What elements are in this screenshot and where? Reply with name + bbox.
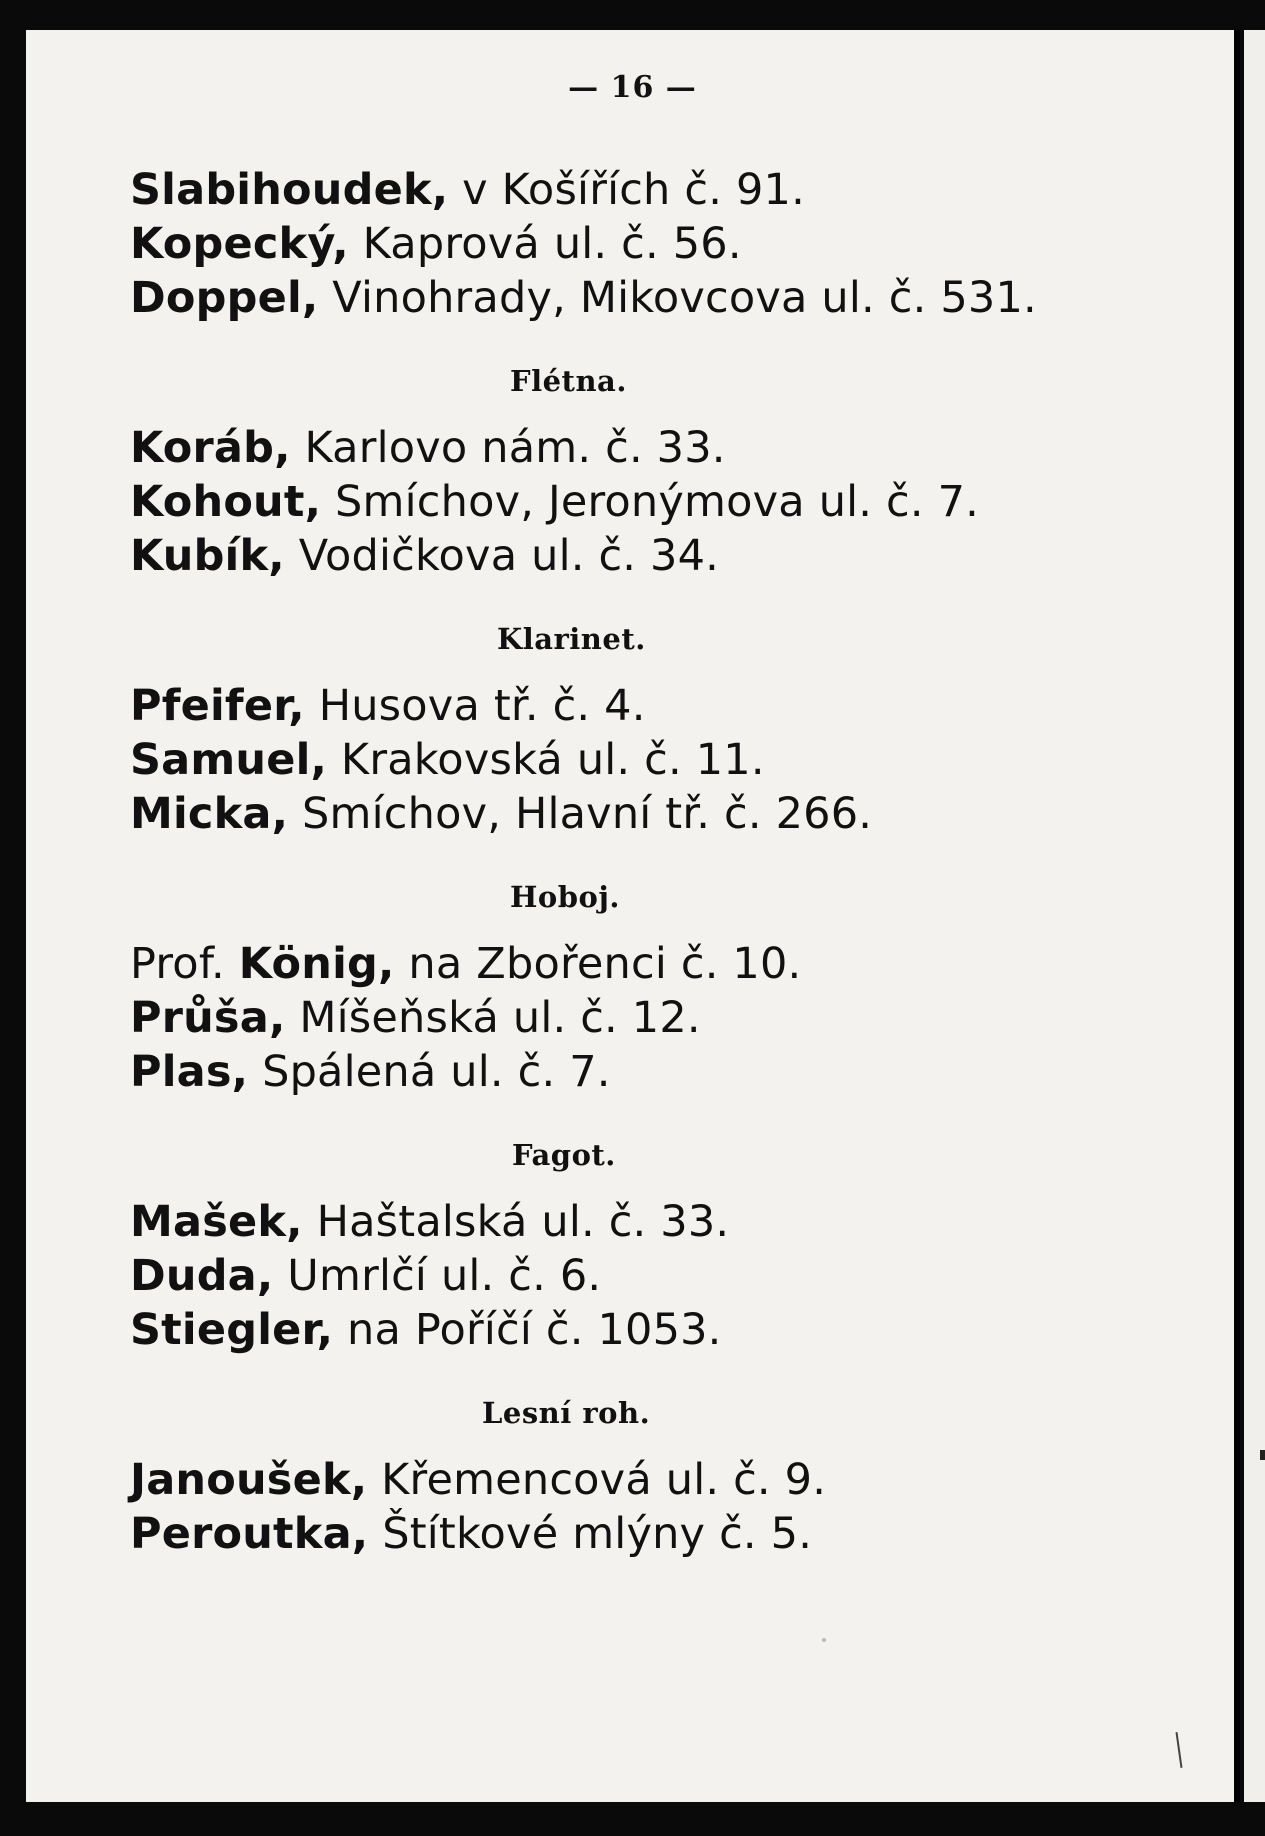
list-item	[130, 1303, 1130, 1357]
entry-address: Umrlčí ul. č. 6.	[273, 1251, 602, 1301]
edge-mark	[1260, 1450, 1265, 1460]
section-heading: Lesní roh.	[482, 1396, 651, 1430]
section-klarinet	[130, 583, 1130, 841]
page-number: — 16 —	[568, 70, 697, 105]
entry-address: Spálená ul. č. 7.	[248, 1047, 611, 1097]
list-item	[130, 1249, 1130, 1303]
entry-name: Koráb,	[130, 423, 291, 473]
section-heading: Flétna.	[510, 364, 627, 398]
list-item	[130, 1453, 1130, 1507]
list-item	[130, 937, 1130, 991]
entry-address: Kaprová ul. č. 56.	[348, 219, 742, 269]
entry-name: Kopecký,	[130, 219, 349, 269]
paper-speck	[822, 1638, 826, 1642]
entry-address: Smíchov, Jeronýmova ul. č. 7.	[321, 477, 980, 527]
entry-title-prefix: Prof.	[130, 939, 239, 989]
entry-name: König,	[238, 939, 395, 989]
entry-name: Peroutka,	[130, 1509, 369, 1559]
list-item	[130, 163, 1130, 217]
entry-address: Štítkové mlýny č. 5.	[368, 1509, 813, 1559]
entry-address: Vodičkova ul. č. 34.	[284, 531, 720, 581]
entry-name: Doppel,	[130, 273, 319, 323]
entry-name: Plas,	[130, 1047, 249, 1097]
page-edge-shadow	[1234, 30, 1240, 1802]
instrument-directory	[130, 163, 1130, 1561]
list-item	[130, 475, 1130, 529]
entry-address: Vinohrady, Mikovcova ul. č. 531.	[318, 273, 1037, 323]
entry-name: Micka,	[130, 789, 289, 839]
list-item	[130, 217, 1130, 271]
section-continued	[130, 163, 1130, 325]
section-heading: Fagot.	[512, 1138, 616, 1172]
entry-address: v Košířích č. 91.	[448, 165, 805, 215]
section-hoboj	[130, 841, 1130, 1099]
entry-name: Mašek,	[130, 1197, 303, 1247]
entry-name: Kubík,	[130, 531, 285, 581]
entry-address: Haštalská ul. č. 33.	[302, 1197, 730, 1247]
entry-name: Duda,	[130, 1251, 274, 1301]
list-item	[130, 529, 1130, 583]
entry-address: Krakovská ul. č. 11.	[327, 735, 765, 785]
entry-address: Míšeňská ul. č. 12.	[285, 993, 701, 1043]
section-heading: Klarinet.	[497, 622, 646, 656]
list-item	[130, 1045, 1130, 1099]
entry-name: Samuel,	[130, 735, 328, 785]
next-page-edge	[1244, 30, 1265, 1802]
section-lesni-roh	[130, 1357, 1130, 1561]
entry-address: Karlovo nám. č. 33.	[290, 423, 726, 473]
list-item	[130, 733, 1130, 787]
list-item	[130, 271, 1130, 325]
entry-name: Kohout,	[130, 477, 322, 527]
list-item	[130, 787, 1130, 841]
list-item	[130, 1195, 1130, 1249]
entry-address: na Poříčí č. 1053.	[333, 1305, 722, 1355]
list-item	[130, 421, 1130, 475]
section-heading: Hoboj.	[510, 880, 620, 914]
entry-name: Průša,	[130, 993, 286, 1043]
entry-name: Janoušek,	[130, 1455, 368, 1505]
entry-address: Křemencová ul. č. 9.	[367, 1455, 827, 1505]
entry-name: Stiegler,	[130, 1305, 334, 1355]
entry-address: Husova tř. č. 4.	[304, 681, 646, 731]
entry-address: na Zbořenci č. 10.	[394, 939, 802, 989]
list-item	[130, 679, 1130, 733]
section-fletna	[130, 325, 1130, 583]
list-item	[130, 1507, 1130, 1561]
entry-name: Pfeifer,	[130, 681, 305, 731]
entry-name: Slabihoudek,	[130, 165, 449, 215]
entry-address: Smíchov, Hlavní tř. č. 266.	[288, 789, 873, 839]
section-fagot	[130, 1099, 1130, 1357]
list-item	[130, 991, 1130, 1045]
